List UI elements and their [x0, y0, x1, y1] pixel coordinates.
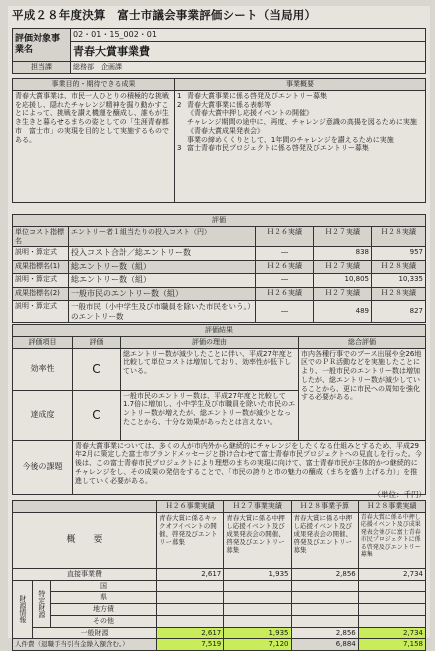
- col-reason: 評価の理由: [121, 336, 299, 348]
- year-header: Ｈ２８実績: [371, 288, 425, 301]
- year-header: Ｈ２６実績: [255, 288, 313, 301]
- labor-value: 7,158: [358, 639, 425, 651]
- general-value: 1,935: [224, 627, 291, 639]
- indicator-value: 957: [371, 247, 425, 261]
- overview-item: [177, 144, 423, 153]
- indicator-label: 成果指標名(1): [13, 261, 69, 274]
- source-value: [358, 615, 425, 627]
- source-row-label: その他: [51, 615, 157, 627]
- overview-item-text: 青春大賞事業に係る表彰等 《青春大賞中押し応援イベントの開催》 チャレンジ期間の途中に、再度、チャレンジ意識の高揚を図るために実施 《青春大賞成果発表会》 事業の締めくくりとして、1年間のチャレンジを讃えるために実施: [187, 100, 417, 144]
- indicator-name: 総エントリー数（組）: [69, 261, 256, 274]
- summary-text: 青春大賞に係る中押し応援イベント及び成果発表会の開催、啓発及びエントリー募集: [224, 512, 291, 568]
- results-heading: 評価結果: [13, 325, 426, 337]
- indicator-value: 10,335: [371, 274, 425, 288]
- result-grade: C: [73, 348, 121, 390]
- col-item: 評価項目: [13, 336, 73, 348]
- direct-value: 2,734: [358, 568, 425, 580]
- labor-label-cell: [13, 639, 157, 651]
- overview-item-num: 3: [177, 144, 182, 153]
- summary-text: 青春大賞に係るキックオフイベントの開催、啓発及びエントリー募集: [157, 512, 224, 568]
- source-value: [291, 592, 358, 604]
- source-value: [224, 592, 291, 604]
- purpose-overview: [12, 78, 426, 203]
- result-grade: C: [73, 390, 121, 440]
- target-label: 評価対象事業名: [13, 29, 71, 62]
- source-row-label: 地方債: [51, 604, 157, 616]
- source-row-label: 県: [51, 592, 157, 604]
- year-header: Ｈ２７実績: [313, 261, 371, 274]
- page-title: 平成２８年度決算 富士市議会事業評価シート（当局用）: [12, 8, 317, 22]
- overview-item-num: 1: [177, 91, 182, 100]
- overview-item-num: 2: [177, 100, 182, 109]
- summary-label: 概 要: [13, 512, 157, 568]
- source-value: [358, 604, 425, 616]
- results-table: [12, 324, 426, 495]
- desc-label: 説明・算定式: [13, 274, 69, 288]
- finance-table: [12, 500, 426, 651]
- indicator-value: 10,805: [313, 274, 371, 288]
- special-label: 特定財源: [33, 580, 51, 627]
- project-header: [12, 28, 426, 74]
- indicator-label: 成果指標名(2): [13, 288, 69, 301]
- source-value: [157, 604, 224, 616]
- source-label: 財源情報: [13, 580, 33, 639]
- labor-value: 6,884: [291, 639, 358, 651]
- source-value: [358, 580, 425, 592]
- direct-label: 直接事業費: [13, 568, 157, 580]
- indicator-value: 838: [313, 247, 371, 261]
- desc-label: 説明・算定式: [13, 301, 69, 323]
- year-header: Ｈ２７実績: [313, 288, 371, 301]
- evaluation-sheet: [8, 6, 430, 649]
- year-header: Ｈ２６実績: [255, 226, 313, 247]
- source-value: [291, 580, 358, 592]
- evaluation-table: [12, 214, 426, 323]
- source-value: [157, 580, 224, 592]
- source-value: [291, 615, 358, 627]
- indicator-value: 827: [371, 301, 425, 323]
- issue-label: 今後の課題: [13, 440, 73, 494]
- purpose-heading: 事業目的・期待できる成果: [13, 79, 175, 91]
- finance-col: Ｈ２８事業予算: [291, 501, 358, 513]
- source-value: [157, 592, 224, 604]
- evaluation-heading: 評価: [13, 215, 426, 227]
- overview-heading: 事業概要: [175, 79, 426, 91]
- indicator-label: 単位コスト指標名: [13, 226, 69, 247]
- indicator-value: ―: [255, 274, 313, 288]
- direct-value: 1,935: [224, 568, 291, 580]
- source-row-label: 国: [51, 580, 157, 592]
- overview-item-text: 青春大賞事業に係る啓発及びエントリー募集: [187, 91, 327, 100]
- direct-value: 2,856: [291, 568, 358, 580]
- indicator-name: エントリー者１組当たりの投入コスト（円）: [69, 226, 256, 247]
- col-grade: 評価: [73, 336, 121, 348]
- source-value: [224, 604, 291, 616]
- general-value: 2,856: [291, 627, 358, 639]
- general-label: 一般財源: [33, 627, 157, 639]
- source-value: [291, 604, 358, 616]
- result-reason: 一般市民のエントリー数は、平成27年度と比較して1.7倍に増加し、小中学生及び市職員を除いた市民のエントリー数が増えたが、総エントリー数が減少となったことから、十分な効果があったとは言えない。: [121, 390, 299, 440]
- source-value: [358, 592, 425, 604]
- source-value: [157, 615, 224, 627]
- general-value: 2,617: [157, 627, 224, 639]
- year-header: Ｈ２８実績: [371, 261, 425, 274]
- source-value: [224, 615, 291, 627]
- labor-note: （退職手当引当金繰入額含む。）: [34, 640, 129, 649]
- year-header: Ｈ２８実績: [371, 226, 425, 247]
- indicator-value: 489: [313, 301, 371, 323]
- desc-label: 説明・算定式: [13, 247, 69, 261]
- finance-col: Ｈ２８事業実績: [358, 501, 425, 513]
- year-header: Ｈ２７実績: [313, 226, 371, 247]
- direct-value: 2,617: [157, 568, 224, 580]
- overall-evaluation: 市内各種行事でのブース出展や全26地区でのＰＲ活動などを実施したことにより、一般市民のエントリー数は増加したが、総エントリー数が減少していることから、更に市民への周知を強化する必要がある。: [299, 348, 426, 440]
- result-item: 効率性: [13, 348, 73, 390]
- indicator-desc: 投入コスト合計／総エントリー数: [69, 247, 256, 261]
- summary-text: 青春大賞に係る中押し応援イベント及び成果発表会の開催、啓発及びエントリー募集: [291, 512, 358, 568]
- finance-col: Ｈ２７事業実績: [224, 501, 291, 513]
- project-name: 青春大賞事業費: [71, 42, 426, 62]
- finance-corner: [13, 501, 157, 513]
- overview-item: [177, 92, 423, 101]
- finance-col: Ｈ２６事業実績: [157, 501, 224, 513]
- dept-value: 総務部 企画課: [71, 62, 426, 74]
- labor-value: 7,120: [224, 639, 291, 651]
- unit-label: （単位：千円）: [373, 490, 426, 499]
- overview-item: [177, 101, 423, 145]
- indicator-value: ―: [255, 247, 313, 261]
- indicator-desc: 総エントリー数（組）: [69, 274, 256, 288]
- indicator-name: 一般市民のエントリー数（組）: [69, 288, 256, 301]
- indicator-value: ―: [255, 301, 313, 323]
- project-code: 02・01・15_002・01: [71, 29, 426, 42]
- general-value: 2,734: [358, 627, 425, 639]
- result-item: 達成度: [13, 390, 73, 440]
- purpose-text: 青春大賞事業は、市民一人ひとりの積極的な挑戦を応援し、隠れたチャレンジ精神を掘り動かすことによって、挑戦を讃え機運を醸成し、誰もが生き生きと暮らせるまちの姿としての「生涯青春都市 富士市」の実現を目的として実施するものである。: [13, 90, 175, 202]
- result-reason: 総エントリー数が減少したことに伴い、平成27年度と比較して単位コストは増加しており、効率性が低下している。: [121, 348, 299, 390]
- indicator-desc: 一般市民（小中学生及び市職員を除いた市民をいう。）のエントリー数: [69, 301, 256, 323]
- dept-label: 担当課: [13, 62, 71, 74]
- overview-item-text: 富士青春市民プロジェクトに係る啓発及びエントリー募集: [187, 144, 369, 153]
- issue-text: 青春大賞事業については、多くの人が市内外から継続的にチャレンジをしたくなる仕組みとするため、平成29年2月に策定した富士市ブランドメッセージと掛け合わせて富士青春市民プロジェクトへの見直しを行った。今後は、この富士青春市民プロジェクトにより理想のまちの実現に向けて、富士青春市民が主体的かつ継続的にチャレンジをし、その成果の発信をすることで、「市民の誇りと市の魅力の醸成（まちを盛り上げる力）」を推進していく必要がある。: [73, 440, 426, 494]
- summary-text: 青春大賞に係る中押し応援イベント及び成果発表会並びに富士青春市民プロジェクトに係る啓発及びエントリー募集: [358, 512, 425, 568]
- source-value: [224, 580, 291, 592]
- labor-value: 7,519: [157, 639, 224, 651]
- overview-list: [175, 90, 426, 202]
- col-overall: 総合評価: [299, 336, 426, 348]
- year-header: Ｈ２６実績: [255, 261, 313, 274]
- labor-label: 人件費: [15, 640, 35, 649]
